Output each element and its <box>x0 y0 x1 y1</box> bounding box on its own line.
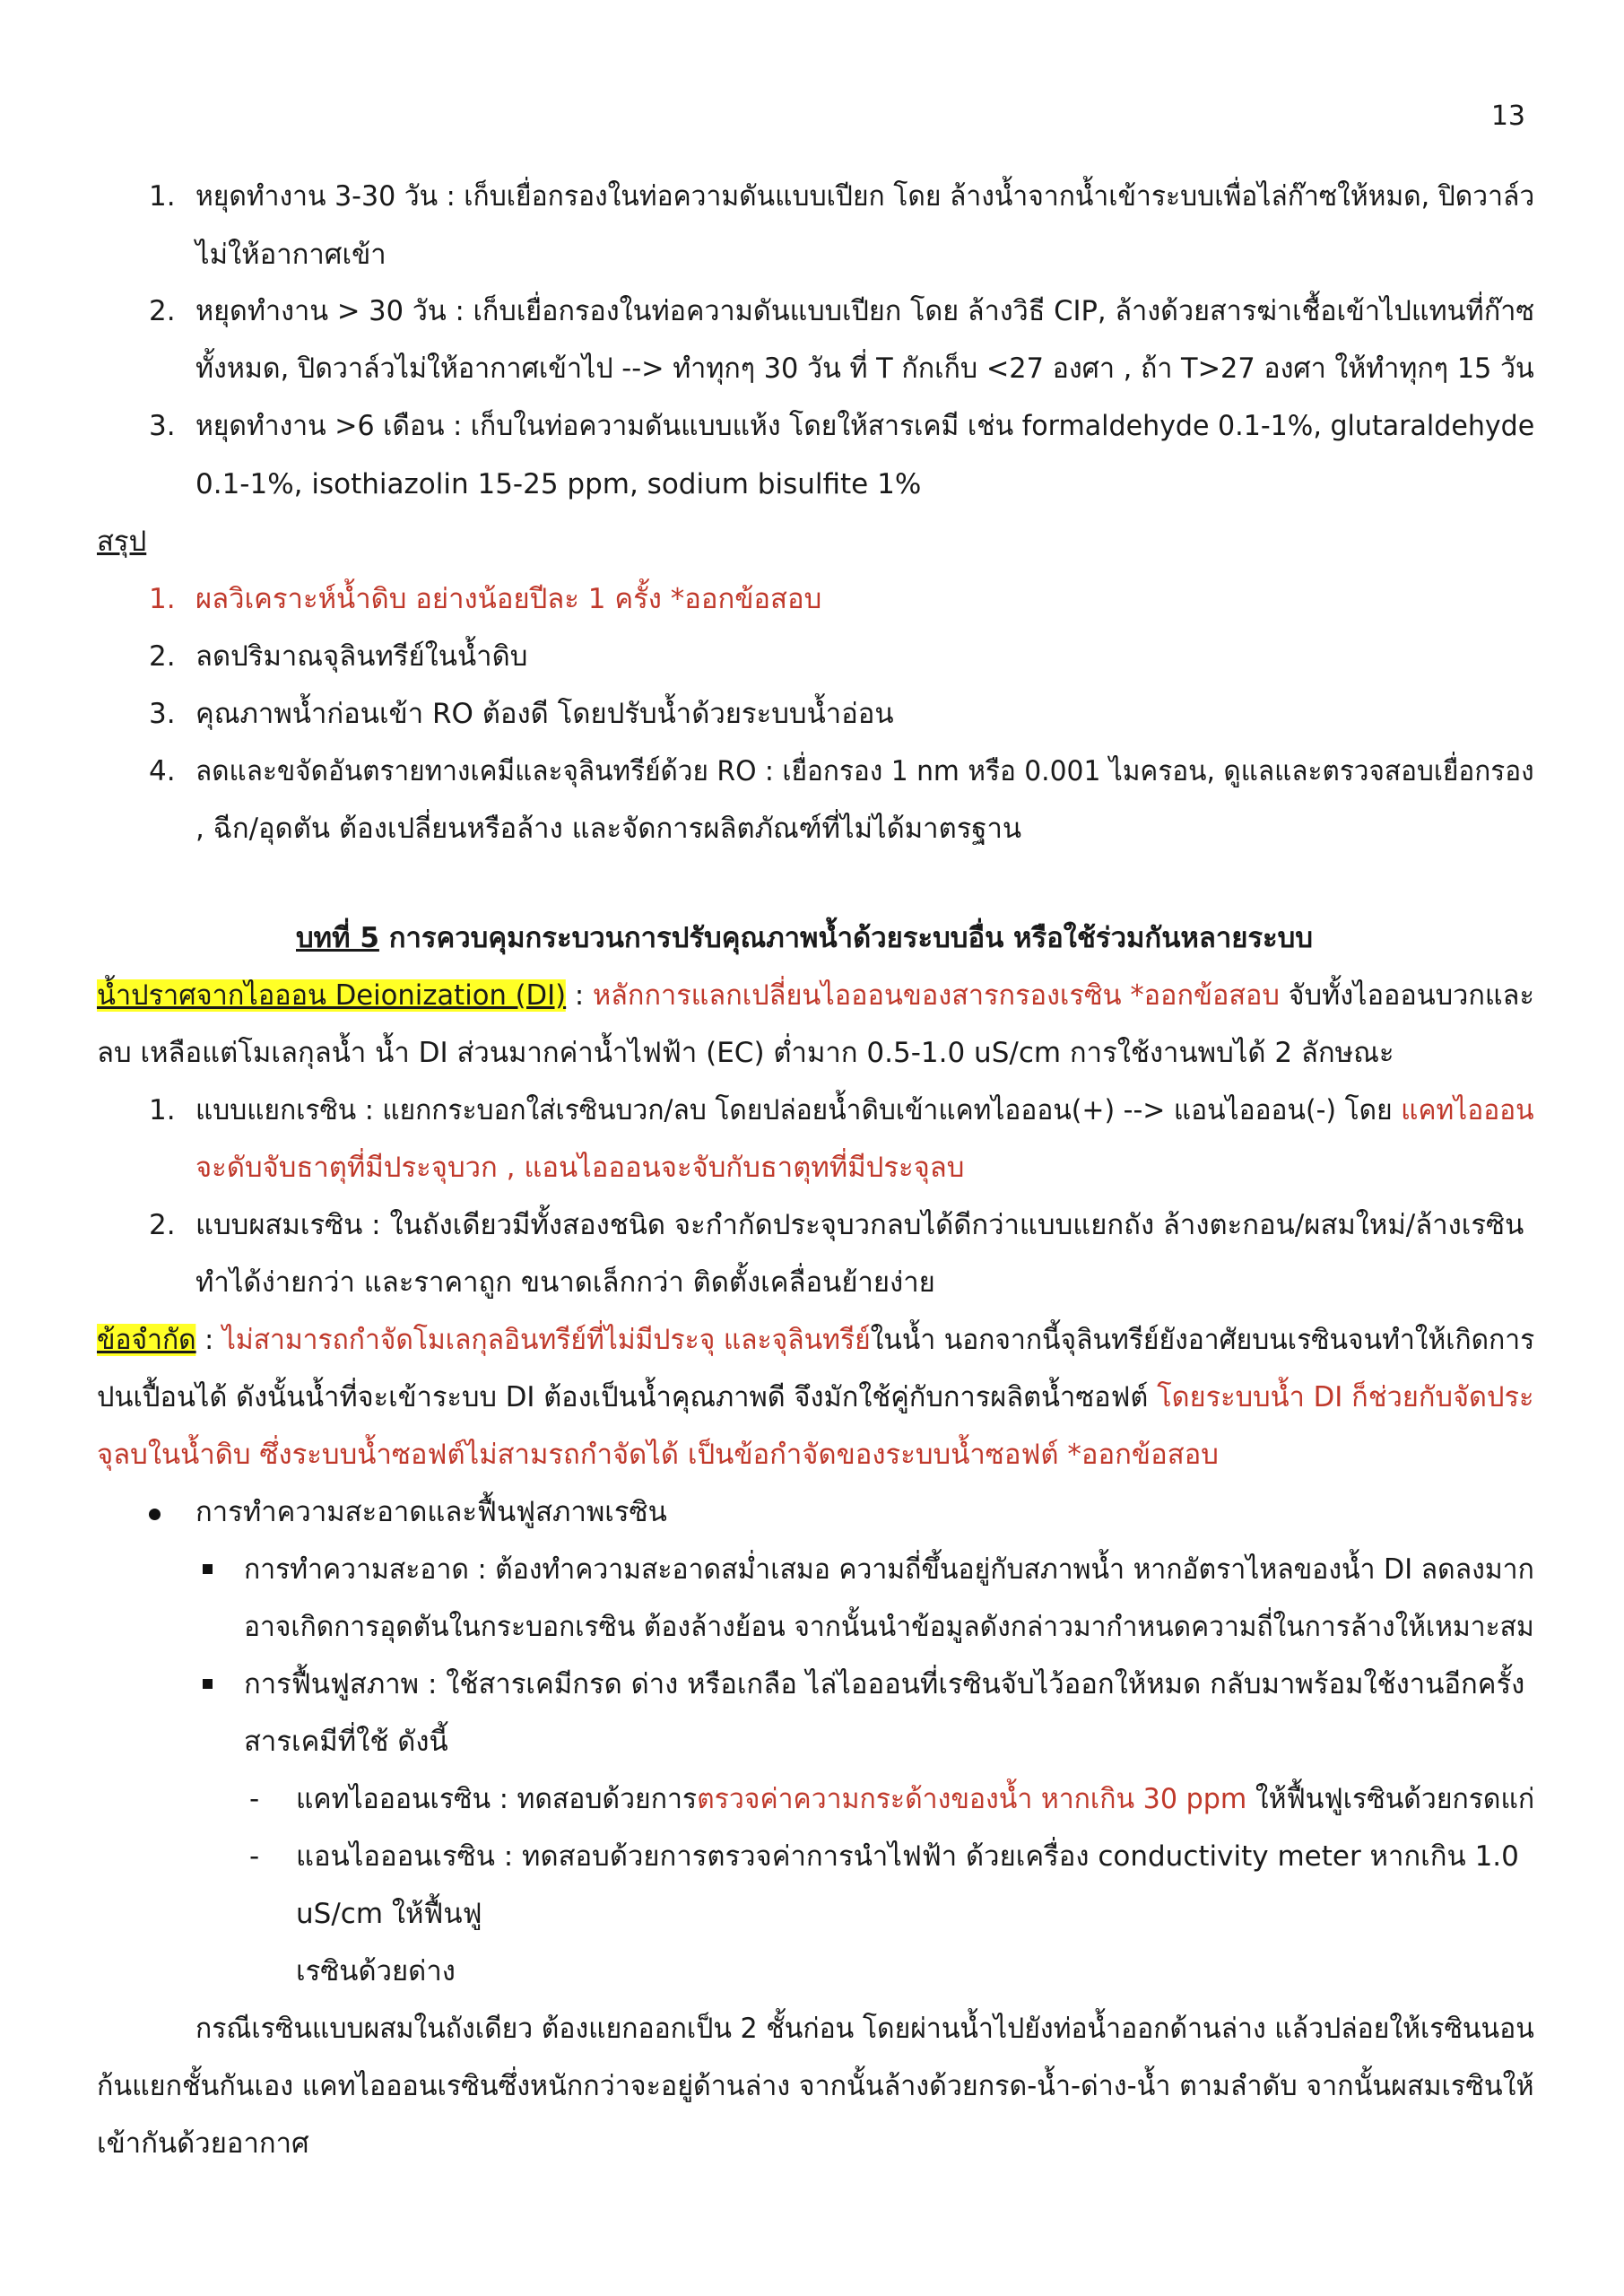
list-item-text: หยุดทำงาน 3-30 วัน : เก็บเยื่อกรองในท่อความดันแบบเปียก โดย ล้างน้ำจากน้ำเข้าระบบเพื่อไล่ก๊าซให้หมด, ปิดวาล์ว <box>195 180 1535 213</box>
di-definition-line: ลบ เหลือแต่โมเลกุลน้ำ น้ำ DI ส่วนมากค่าน้ำไฟฟ้า (EC) ต่ำมาก 0.5-1.0 uS/cm การใช้งานพบได้ 2 ลักษณะ <box>97 1037 1394 1069</box>
list-number: 4. <box>149 755 176 787</box>
list-item-text: ลดและขจัดอันตรายทางเคมีและจุลินทรีย์ด้วย RO : เยื่อกรอง 1 nm หรือ 0.001 ไมครอน, ดูแลและตรวจสอบเยื่อกรอง <box>195 755 1534 787</box>
chapter-number: บทที่ 5 <box>296 922 379 954</box>
limitation-term-highlight: ข้อจำกัด <box>97 1324 196 1356</box>
list-item-text: , ฉีก/อุดตัน ต้องเปลี่ยนหรือล้าง และจัดการผลิตภัณฑ์ที่ไม่ได้มาตรฐาน <box>195 813 1022 845</box>
list-item-text: จะดับจับธาตุที่มีประจุบวก , แอนไอออนจะจับกับธาตุทที่มีประจุลบ <box>195 1152 965 1184</box>
list-item-text: 0.1-1%, isothiazolin 15-25 ppm, sodium bisulfite 1% <box>195 468 922 500</box>
list-number: 2. <box>149 295 176 327</box>
mixed-resin-paragraph: ก้นแยกชั้นกันเอง แคทไอออนเรซินซึ่งหนักกว่าจะอยู่ด้านล่าง จากนั้นล้างด้วยกรด-น้ำ-ด่าง-น้ำ ตามลำดับ จากนั้นผสมเรซินให้ <box>97 2070 1534 2102</box>
chapter-title: การควบคุมกระบวนการปรับคุณภาพน้ำด้วยระบบอื่น หรือใช้ร่วมกันหลายระบบ <box>378 922 1314 954</box>
chapter-heading <box>296 920 1313 956</box>
limitation-line: จุลบในน้ำดิบ ซึ่งระบบน้ำซอฟต์ไม่สามรถกำจัดได้ เป็นข้อกำจัดของระบบน้ำซอฟต์ *ออกข้อสอบ <box>97 1439 1219 1471</box>
bullet-icon <box>149 1509 161 1520</box>
limitation-line: ข้อจำกัด : ไม่สามารถกำจัดโมเลกุลอินทรีย์ที่ไม่มีประจุ และจุลินทรีย์ในน้ำ นอกจากนี้จุลินทรีย์ยังอาศัยบนเรซินจนทำให้เกิดการ <box>97 1324 1535 1356</box>
mixed-resin-paragraph: กรณีเรซินแบบผสมในถังเดียว ต้องแยกออกเป็น 2 ชั้นก่อน โดยผ่านน้ำไปยังท่อน้ำออกด้านล่าง แล้วปล่อยให้เรซินนอน <box>195 2013 1534 2045</box>
page-number: 13 <box>1490 100 1525 132</box>
cleaning-text: การทำความสะอาด : ต้องทำความสะอาดสม่ำเสมอ ความถี่ขึ้นอยู่กับสภาพน้ำ หากอัตราไหลของน้ำ DI ลดลงมาก <box>244 1553 1534 1586</box>
square-bullet-icon <box>203 1679 213 1689</box>
list-item-text: หยุดทำงาน > 30 วัน : เก็บเยื่อกรองในท่อความดันแบบเปียก โดย ล้างวิธี CIP, ล้างด้วยสารฆ่าเชื้อเข้าไปแทนที่ก๊าซ <box>195 295 1535 327</box>
limitation-line: ปนเปื้อนได้ ดังนั้นน้ำที่จะเข้าระบบ DI ต้องเป็นน้ำคุณภาพดี จึงมักใช้คู่กับการผลิตน้ำซอฟต์ โดยระบบน้ำ DI ก็ช่วยกับจัดประ <box>97 1381 1534 1413</box>
list-item-text: แบบผสมเรซิน : ในถังเดียวมีทั้งสองชนิด จะกำกัดประจุบวกลบได้ดีกว่าแบบแยกถัง ล้างตะกอน/ผสมใหม่/ล้างเรซิน <box>195 1209 1524 1241</box>
di-principle: หลักการแลกเปลี่ยนไอออนของสารกรองเรซิน *ออกข้อสอบ <box>592 979 1280 1012</box>
square-bullet-icon <box>203 1564 213 1574</box>
list-item-text: ทั้งหมด, ปิดวาล์วไม่ให้อากาศเข้าไป --> ทำทุกๆ 30 วัน ที่ T กักเก็บ <27 องศา , ถ้า T>27 องศา ให้ทำทุกๆ 15 วัน <box>195 352 1534 385</box>
dash-bullet: - <box>249 1783 260 1815</box>
list-number: 2. <box>149 1209 176 1241</box>
list-number: 1. <box>149 180 176 213</box>
list-item-text: ผลวิเคราะห์น้ำดิบ อย่างน้อยปีละ 1 ครั้ง *ออกข้อสอบ <box>195 583 822 615</box>
list-number: 1. <box>149 583 176 615</box>
cation-resin-text: แคทไอออนเรซิน : ทดสอบด้วยการตรวจค่าความกระด้างของน้ำ หากเกิน 30 ppm ให้ฟื้นฟูเรซินด้วยกรดแก่ <box>296 1783 1535 1815</box>
di-definition-line: น้ำปราศจากไอออน Deionization (DI) : หลักการแลกเปลี่ยนไอออนของสารกรองเรซิน *ออกข้อสอบ จับทั้งไอออนบวกและ <box>97 979 1534 1012</box>
di-term-highlight: น้ำปราศจากไอออน Deionization (DI) <box>97 979 567 1012</box>
list-item-text: คุณภาพน้ำก่อนเข้า RO ต้องดี โดยปรับน้ำด้วยระบบน้ำอ่อน <box>195 698 894 730</box>
list-number: 3. <box>149 698 176 730</box>
anion-resin-text: แอนไอออนเรซิน : ทดสอบด้วยการตรวจค่าการนำไฟฟ้า ด้วยเครื่อง conductivity meter หากเกิน 1.0 <box>296 1840 1519 1873</box>
list-item-text: ลดปริมาณจุลินทรีย์ในน้ำดิบ <box>195 640 528 673</box>
regeneration-text: สารเคมีที่ใช้ ดังนี้ <box>244 1726 448 1758</box>
cleaning-text: อาจเกิดการอุดตันในกระบอกเรซิน ต้องล้างย้อน จากนั้นนำข้อมูลดังกล่าวมากำหนดความถี่ในการล้างให้เหมาะสม <box>244 1611 1534 1643</box>
list-number: 1. <box>149 1094 176 1126</box>
summary-heading: สรุป <box>97 526 147 558</box>
anion-resin-text: uS/cm ให้ฟื้นฟู <box>296 1898 482 1930</box>
regeneration-text: การฟื้นฟูสภาพ : ใช้สารเคมีกรด ด่าง หรือเกลือ ไล่ไอออนที่เรซินจับไว้ออกให้หมด กลับมาพร้อมใช้งานอีกครั้ง <box>244 1668 1525 1700</box>
list-item-text: แบบแยกเรซิน : แยกกระบอกใส่เรซินบวก/ลบ โดยปล่อยน้ำดิบเข้าแคทไอออน(+) --> แอนไอออน(-) โดย แคทไอออน <box>195 1094 1534 1126</box>
list-item-text: ไม่ให้อากาศเข้า <box>195 239 386 271</box>
list-number: 3. <box>149 410 176 442</box>
list-number: 2. <box>149 640 176 673</box>
list-item-text: หยุดทำงาน >6 เดือน : เก็บในท่อความดันแบบแห้ง โดยให้สารเคมี เช่น formaldehyde 0.1-1%, glutaraldehyde <box>195 410 1535 442</box>
dash-bullet: - <box>249 1840 260 1873</box>
bullet-title: การทำความสะอาดและฟื้นฟูสภาพเรซิน <box>195 1496 667 1528</box>
anion-resin-text: เรซินด้วยด่าง <box>296 1955 456 1987</box>
list-item-text: ทำได้ง่ายกว่า และราคาถูก ขนาดเล็กกว่า ติดตั้งเคลื่อนย้ายง่าย <box>195 1266 935 1299</box>
mixed-resin-paragraph: เข้ากันด้วยอากาศ <box>97 2127 309 2160</box>
